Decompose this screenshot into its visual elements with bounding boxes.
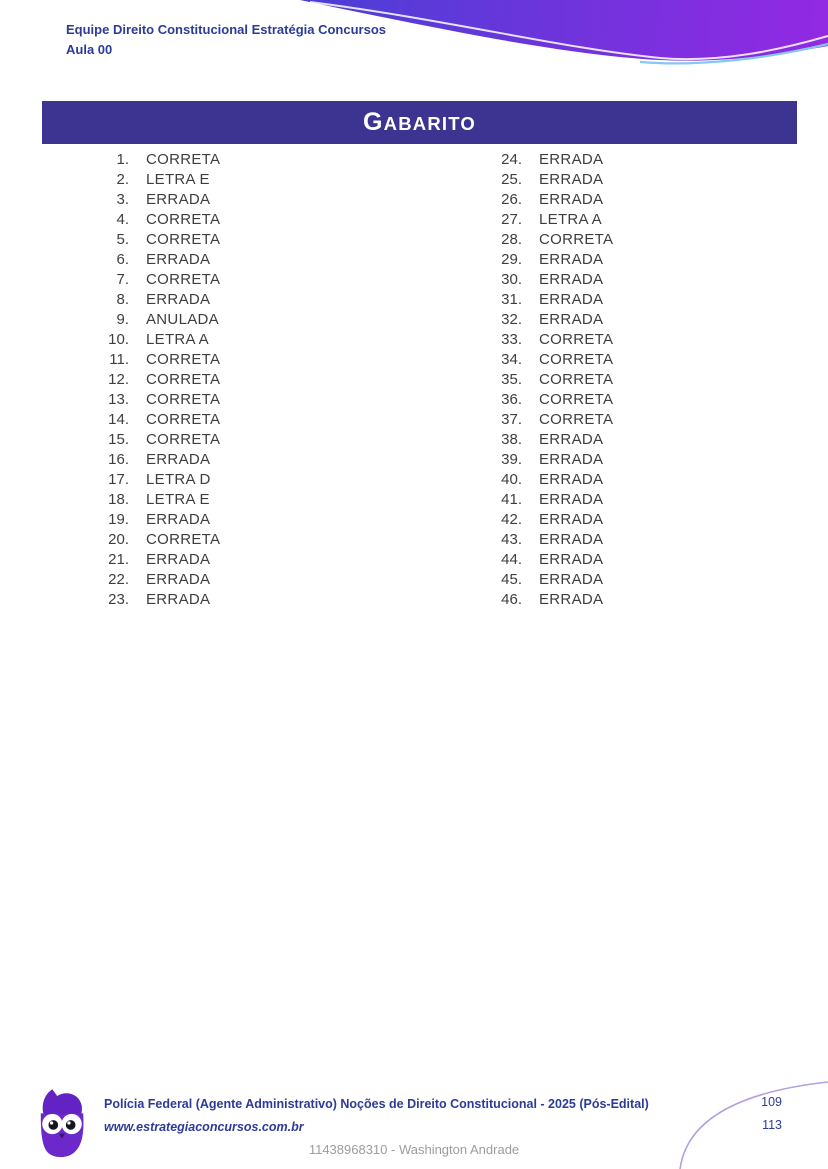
answer-value: ERRADA [539, 590, 604, 608]
answers-column-left [97, 149, 220, 609]
answer-number: 8. [116, 290, 129, 308]
answer-value: CORRETA [146, 210, 221, 228]
answer-row [490, 469, 613, 489]
answer-row [490, 189, 613, 209]
answer-row [490, 309, 613, 329]
answer-value: LETRA D [146, 470, 211, 488]
answer-number: 30. [501, 270, 522, 288]
answer-row [97, 469, 220, 489]
answer-number: 33. [501, 330, 522, 348]
answer-row [97, 149, 220, 169]
answer-row [490, 249, 613, 269]
answer-number: 31. [501, 290, 522, 308]
answer-row [97, 529, 220, 549]
answer-row [490, 549, 613, 569]
answer-row [490, 389, 613, 409]
answer-row [97, 329, 220, 349]
answer-row [97, 489, 220, 509]
answer-row [490, 429, 613, 449]
page-number-current: 109 [761, 1095, 782, 1109]
answer-number: 32. [501, 310, 522, 328]
answer-number: 34. [501, 350, 522, 368]
answer-number: 42. [501, 510, 522, 528]
answer-number: 17. [108, 470, 129, 488]
answer-number: 21. [108, 550, 129, 568]
answer-row [490, 169, 613, 189]
answer-value: ERRADA [539, 470, 604, 488]
answer-row [490, 289, 613, 309]
answer-row [97, 169, 220, 189]
answer-row [97, 289, 220, 309]
answer-row [490, 329, 613, 349]
answer-number: 11. [109, 350, 129, 368]
answer-value: ERRADA [539, 530, 604, 548]
answer-value: ERRADA [146, 510, 211, 528]
answer-value: CORRETA [146, 410, 221, 428]
answer-row [490, 149, 613, 169]
owl-hat [43, 1089, 82, 1114]
answer-number: 13. [108, 390, 129, 408]
answer-value: ERRADA [539, 270, 604, 288]
answer-number: 38. [501, 430, 522, 448]
header-lesson-line: Aula 00 [66, 42, 113, 57]
answer-row [490, 529, 613, 549]
answer-value: LETRA E [146, 170, 210, 188]
answer-number: 5. [116, 230, 129, 248]
answer-row [97, 209, 220, 229]
answer-number: 39. [501, 450, 522, 468]
answer-value: ERRADA [146, 590, 211, 608]
answer-value: ERRADA [146, 550, 211, 568]
answer-value: LETRA A [539, 210, 602, 228]
answer-number: 16. [108, 450, 129, 468]
answer-row [97, 449, 220, 469]
answer-row [97, 269, 220, 289]
answer-value: ERRADA [539, 430, 604, 448]
answer-number: 25. [501, 170, 522, 188]
answer-number: 4. [116, 210, 129, 228]
answers-column-right [490, 149, 613, 609]
answer-value: CORRETA [539, 230, 614, 248]
answer-number: 37. [501, 410, 522, 428]
answer-row [490, 569, 613, 589]
answer-value: ERRADA [146, 570, 211, 588]
answer-row [490, 269, 613, 289]
answer-value: ERRADA [539, 450, 604, 468]
answer-value: ERRADA [146, 290, 211, 308]
answer-number: 24. [501, 150, 522, 168]
answer-row [490, 509, 613, 529]
answer-number: 9. [116, 310, 129, 328]
footer-website-link[interactable]: www.estrategiaconcursos.com.br [104, 1120, 304, 1134]
answer-row [97, 309, 220, 329]
answer-number: 35. [501, 370, 522, 388]
answer-row [97, 389, 220, 409]
answer-number: 10. [108, 330, 129, 348]
answer-value: CORRETA [146, 230, 221, 248]
answer-value: ERRADA [539, 510, 604, 528]
answer-value: ERRADA [539, 570, 604, 588]
owl-glint-left [50, 1121, 53, 1124]
owl-glint-right [67, 1121, 70, 1124]
answer-value: CORRETA [539, 410, 614, 428]
answer-number: 20. [108, 530, 129, 548]
header-team-line: Equipe Direito Constitucional Estratégia Concursos [66, 22, 386, 37]
answer-number: 41. [501, 490, 522, 508]
answer-value: ERRADA [539, 150, 604, 168]
answer-row [97, 409, 220, 429]
answer-row [97, 509, 220, 529]
answer-number: 27. [501, 210, 522, 228]
answer-number: 43. [501, 530, 522, 548]
gabarito-title: GABARITO [363, 108, 476, 136]
answer-value: CORRETA [146, 150, 221, 168]
answer-value: ERRADA [539, 190, 604, 208]
answer-row [490, 409, 613, 429]
answer-value: CORRETA [146, 350, 221, 368]
answer-number: 19. [108, 510, 129, 528]
answer-row [97, 589, 220, 609]
answer-number: 45. [501, 570, 522, 588]
answer-value: CORRETA [539, 330, 614, 348]
answer-row [97, 229, 220, 249]
answer-value: CORRETA [539, 350, 614, 368]
answer-value: ERRADA [539, 290, 604, 308]
answer-number: 15. [108, 430, 129, 448]
answer-row [97, 429, 220, 449]
answer-value: CORRETA [146, 530, 221, 548]
answer-row [490, 209, 613, 229]
answer-number: 40. [501, 470, 522, 488]
answer-row [490, 489, 613, 509]
answer-row [97, 189, 220, 209]
answer-number: 12. [108, 370, 129, 388]
answer-number: 2. [116, 170, 129, 188]
answer-value: CORRETA [146, 390, 221, 408]
answer-number: 1. [116, 150, 129, 168]
answer-row [97, 549, 220, 569]
answer-number: 6. [116, 250, 129, 268]
answer-value: ERRADA [539, 170, 604, 188]
owl-pupil-left [48, 1120, 58, 1130]
answer-number: 44. [501, 550, 522, 568]
answer-row [97, 349, 220, 369]
answer-value: ANULADA [146, 310, 219, 328]
answer-value: CORRETA [146, 370, 221, 388]
answer-number: 3. [116, 190, 129, 208]
gabarito-title-bar [42, 101, 797, 144]
user-watermark: 11438968310 - Washington Andrade [308, 1142, 520, 1157]
answer-value: ERRADA [539, 310, 604, 328]
answer-value: ERRADA [146, 450, 211, 468]
answer-row [490, 449, 613, 469]
answer-number: 28. [501, 230, 522, 248]
answer-number: 36. [501, 390, 522, 408]
answer-value: LETRA A [146, 330, 209, 348]
page-header [66, 20, 386, 60]
answer-row [97, 569, 220, 589]
answer-value: CORRETA [146, 430, 221, 448]
answer-value: LETRA E [146, 490, 210, 508]
answer-number: 46. [501, 590, 522, 608]
answer-row [490, 349, 613, 369]
footer-course-title: Polícia Federal (Agente Administrativo) Noções de Direito Constitucional - 2025 (Pós-Edital) [104, 1097, 649, 1111]
answer-row [97, 249, 220, 269]
answer-number: 22. [108, 570, 129, 588]
answer-value: ERRADA [539, 250, 604, 268]
answer-number: 26. [501, 190, 522, 208]
answer-value: ERRADA [146, 190, 211, 208]
answer-row [490, 589, 613, 609]
answer-value: CORRETA [539, 370, 614, 388]
answer-number: 29. [501, 250, 522, 268]
answer-row [490, 229, 613, 249]
page-number-total: 113 [762, 1118, 782, 1132]
owl-pupil-right [66, 1120, 76, 1130]
answer-number: 18. [108, 490, 129, 508]
answer-number: 14. [108, 410, 129, 428]
answer-number: 23. [108, 590, 129, 608]
answer-value: ERRADA [146, 250, 211, 268]
answer-value: CORRETA [146, 270, 221, 288]
answer-number: 7. [116, 270, 129, 288]
answer-value: CORRETA [539, 390, 614, 408]
answer-row [97, 369, 220, 389]
answer-row [490, 369, 613, 389]
answer-value: ERRADA [539, 550, 604, 568]
answer-value: ERRADA [539, 490, 604, 508]
